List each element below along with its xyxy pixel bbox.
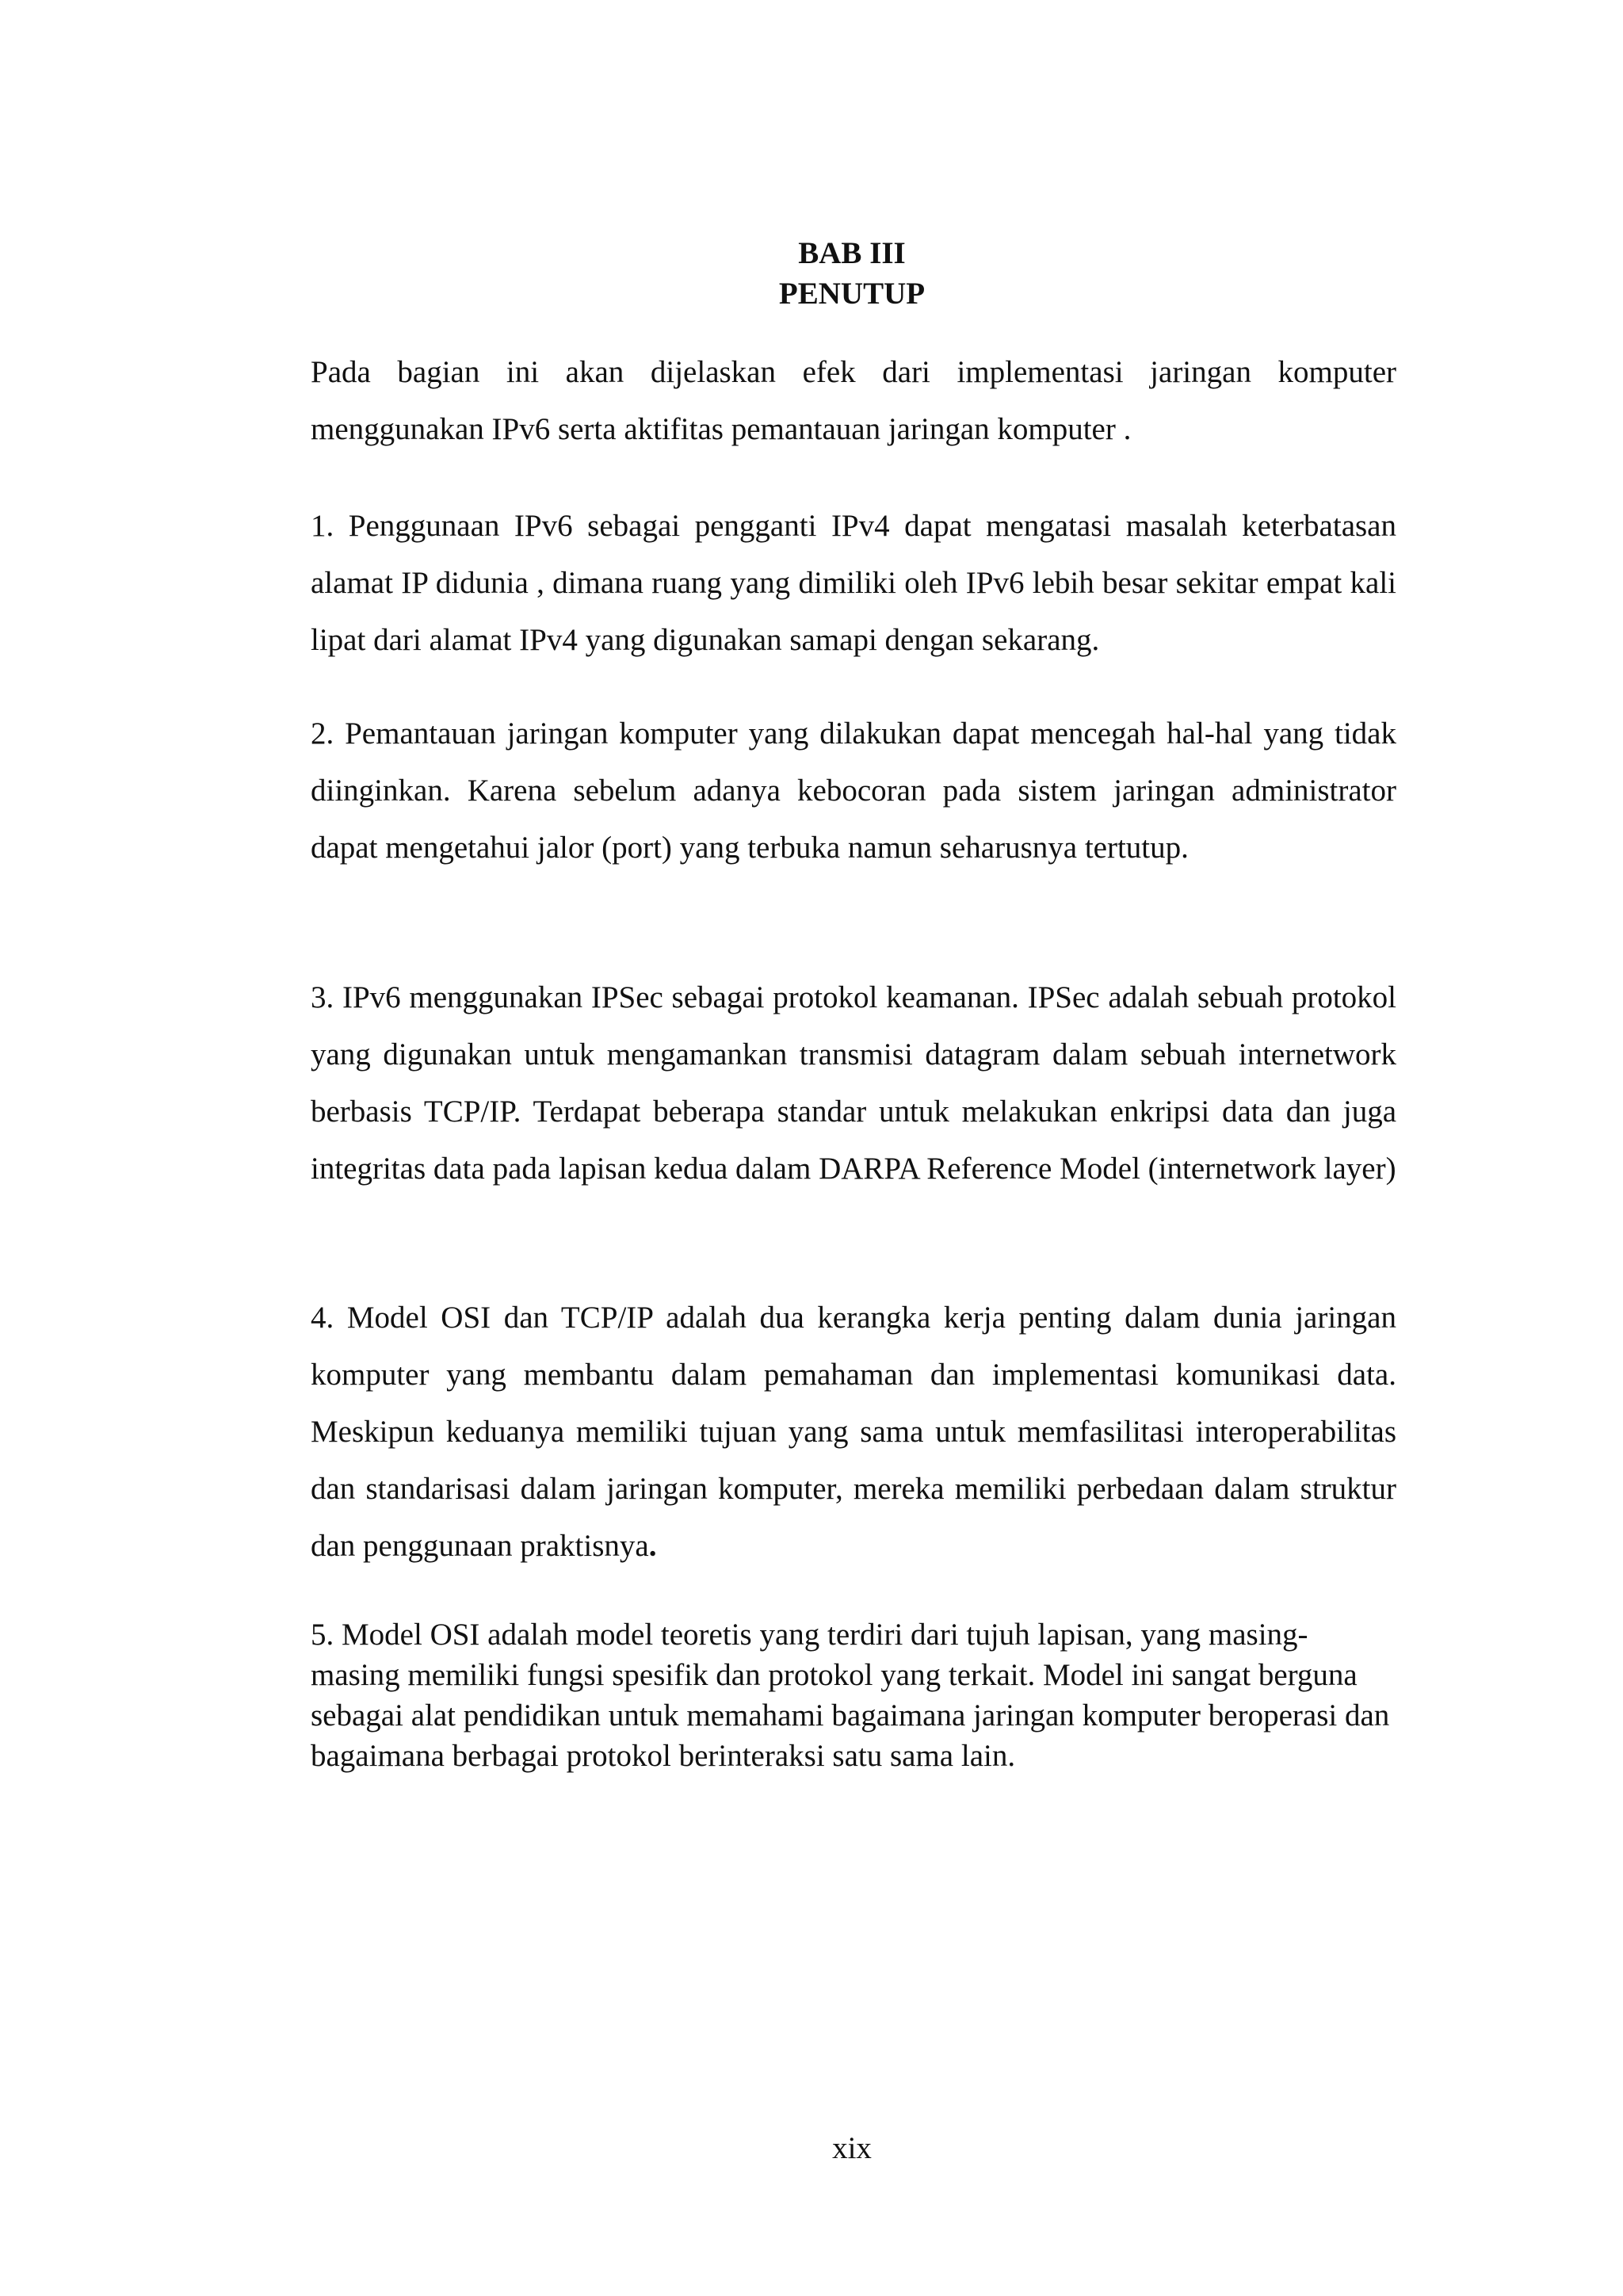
chapter-number: BAB III — [798, 236, 906, 270]
conclusion-point-4-period: . — [648, 1529, 657, 1563]
page-number: xix — [832, 2131, 872, 2165]
conclusion-point-3: 3. IPv6 menggunakan IPSec sebagai protokol keamanan. IPSec adalah sebuah protokol yang digunakan untuk mengamankan transmisi datagram dalam sebuah internetwork berbasis TCP/IP. Terdapat beberapa standar untuk melakukan enkripsi data dan juga integritas data pada lapisan kedua dalam DARPA Reference Model (internetwork layer) — [311, 980, 1396, 1186]
chapter-title: PENUTUP — [778, 277, 926, 311]
intro-paragraph: Pada bagian ini akan dijelaskan efek dari implementasi jaringan komputer menggunakan IPv6 serta aktifitas pemantauan jaringan komputer . — [311, 355, 1396, 446]
conclusion-point-2: 2. Pemantauan jaringan komputer yang dilakukan dapat mencegah hal-hal yang tidak diinginkan. Karena sebelum adanya kebocoran pada sistem jaringan administrator dapat mengetahui jalor (port) yang terbuka namun seharusnya tertutup. — [311, 716, 1396, 865]
conclusion-point-4-text: 4. Model OSI dan TCP/IP adalah dua kerangka kerja penting dalam dunia jaringan komputer yang membantu dalam pemahaman dan implementasi komunikasi data. Meskipun keduanya memiliki tujuan yang sama untuk memfasilitasi interoperabilitas dan standarisasi dalam jaringan komputer, mereka memiliki perbedaan dalam struktur dan penggunaan praktisnya — [311, 1301, 1396, 1563]
conclusion-point-5: 5. Model OSI adalah model teoretis yang terdiri dari tujuh lapisan, yang masing-masing memiliki fungsi spesifik dan protokol yang terkait. Model ini sangat berguna sebagai alat pendidikan untuk memahami bagaimana jaringan komputer beroperasi dan bagaimana berbagai protokol berinteraksi satu sama lain. — [311, 1618, 1390, 1773]
conclusion-point-4 — [311, 1289, 1396, 1575]
conclusion-point-1: 1. Penggunaan IPv6 sebagai pengganti IPv4 dapat mengatasi masalah keterbatasan alamat IP didunia , dimana ruang yang dimiliki oleh IPv6 lebih besar sekitar empat kali lipat dari alamat IPv4 yang digunakan samapi dengan sekarang. — [311, 509, 1396, 657]
